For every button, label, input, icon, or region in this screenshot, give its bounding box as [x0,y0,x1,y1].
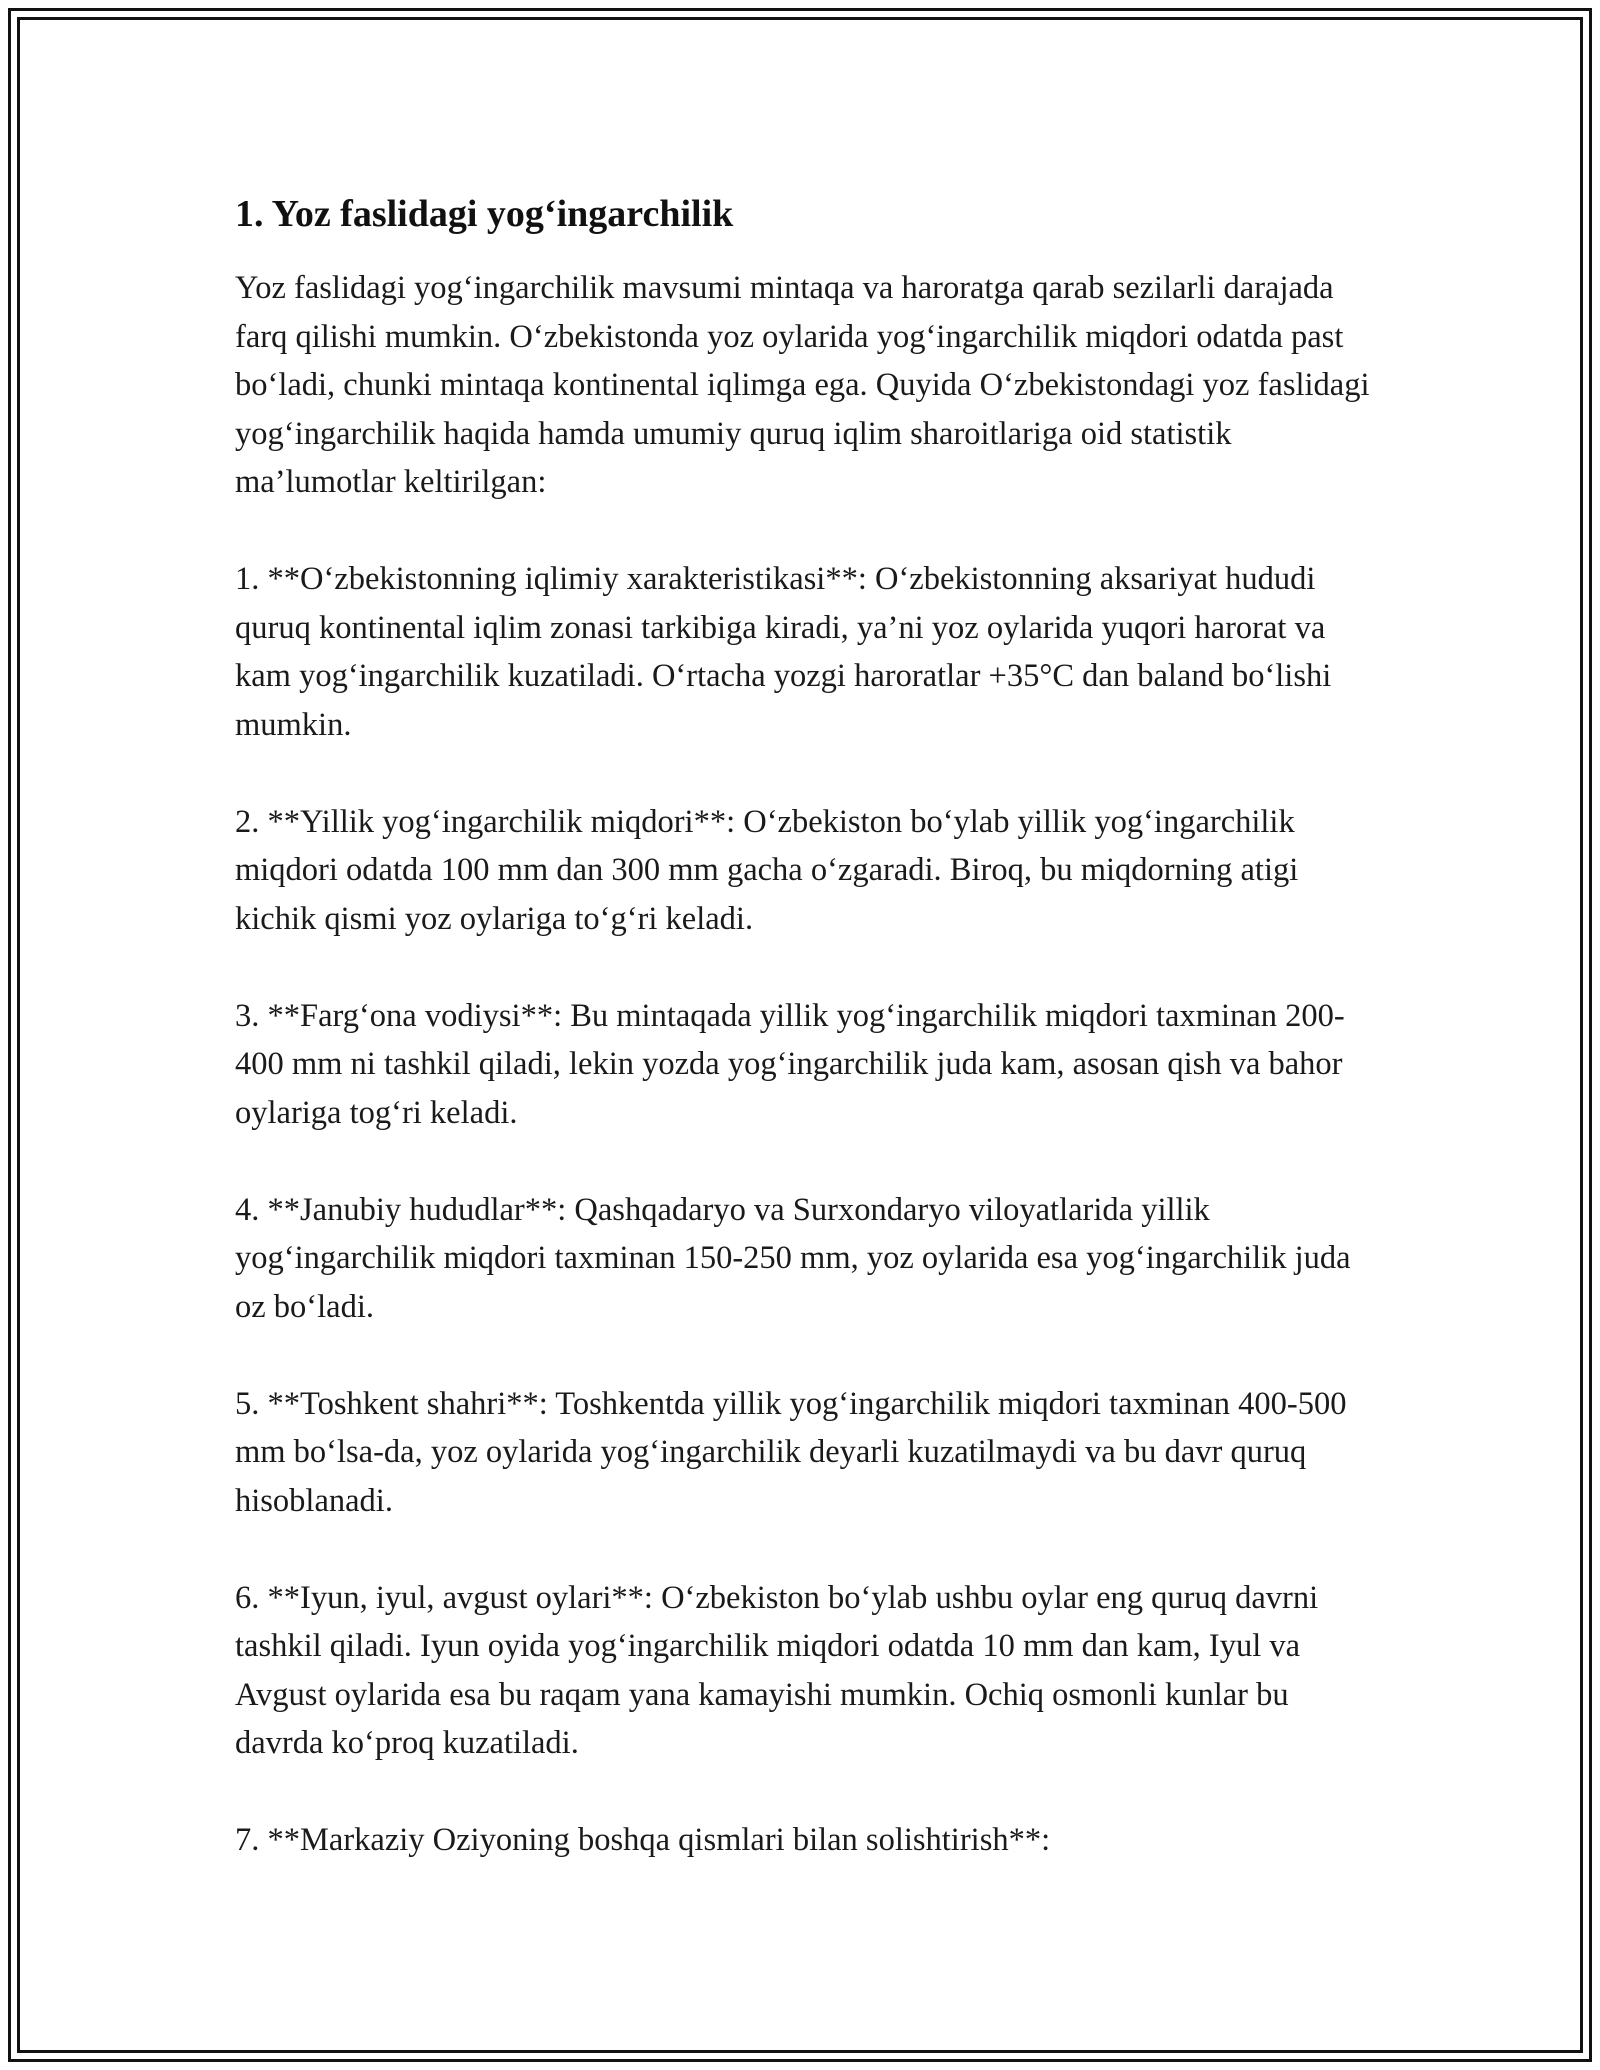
list-item-fergana-valley: 3. **Farg‘ona vodiysi**: Bu mintaqada yillik yog‘ingarchilik miqdori taxminan 200-400 mm ni tashkil qiladi, lekin yozda yog‘ingarchilik juda kam, asosan qish va bahor oylariga tog‘ri keladi. [235,997,1345,1131]
list-item-annual-precipitation: 2. **Yillik yog‘ingarchilik miqdori**: O‘zbekiston bo‘ylab yillik yog‘ingarchilik miqdori odatda 100 mm dan 300 mm gacha o‘zgaradi. Biroq, bu miqdorning atigi kichik qismi yoz oylariga to‘g‘ri keladi. [235,803,1299,937]
list-item-summer-months: 6. **Iyun, iyul, avgust oylari**: O‘zbekiston bo‘ylab ushbu oylar eng quruq davrni tashkil qiladi. Iyun oyida yog‘ingarchilik miqdori odatda 10 mm dan kam, Iyul va Avgust oylarida esa bu raqam yana kamayishi mumkin. Ochiq osmonli kunlar bu davrda ko‘proq kuzatiladi. [235,1579,1319,1761]
list-item-central-asia-comparison: 7. **Markaziy Oziyoning boshqa qismlari bilan solishtirish**: [235,1822,1051,1858]
intro-paragraph: Yoz faslidagi yog‘ingarchilik mavsumi mintaqa va haroratga qarab sezilarli darajada farq qilishi mumkin. O‘zbekistonda yoz oylarida yog‘ingarchilik miqdori odatda past bo‘ladi, chunki mintaqa kontinental iqlimga ega. Quyida O‘zbekistondagi yoz faslidagi yog‘ingarchilik haqida hamda umumiy quruq iqlim sharoitlariga oid statistik ma’lumotlar keltirilgan: [235,270,1370,500]
list-item-climate-characteristics: 1. **O‘zbekistonning iqlimiy xarakteristikasi**: O‘zbekistonning aksariyat hududi quruq kontinental iqlim zonasi tarkibiga kiradi, ya’ni yoz oylarida yuqori harorat va kam yog‘ingarchilik kuzatiladi. O‘rtacha yozgi haroratlar +35°C dan baland bo‘lishi mumkin. [235,561,1332,743]
document-body [235,190,1370,1865]
list-item-tashkent-city: 5. **Toshkent shahri**: Toshkentda yillik yog‘ingarchilik miqdori taxminan 400-500 mm bo‘lsa-da, yoz oylarida yog‘ingarchilik deyarli kuzatilmaydi va bu davr quruq hisoblanadi. [235,1385,1347,1519]
section-heading: 1. Yoz faslidagi yog‘ingarchilik [235,193,734,235]
list-item-southern-regions: 4. **Janubiy hududlar**: Qashqadaryo va Surxondaryo viloyatlarida yillik yog‘ingarchilik miqdori taxminan 150-250 mm, yoz oylarida esa yog‘ingarchilik juda oz bo‘ladi. [235,1191,1351,1325]
